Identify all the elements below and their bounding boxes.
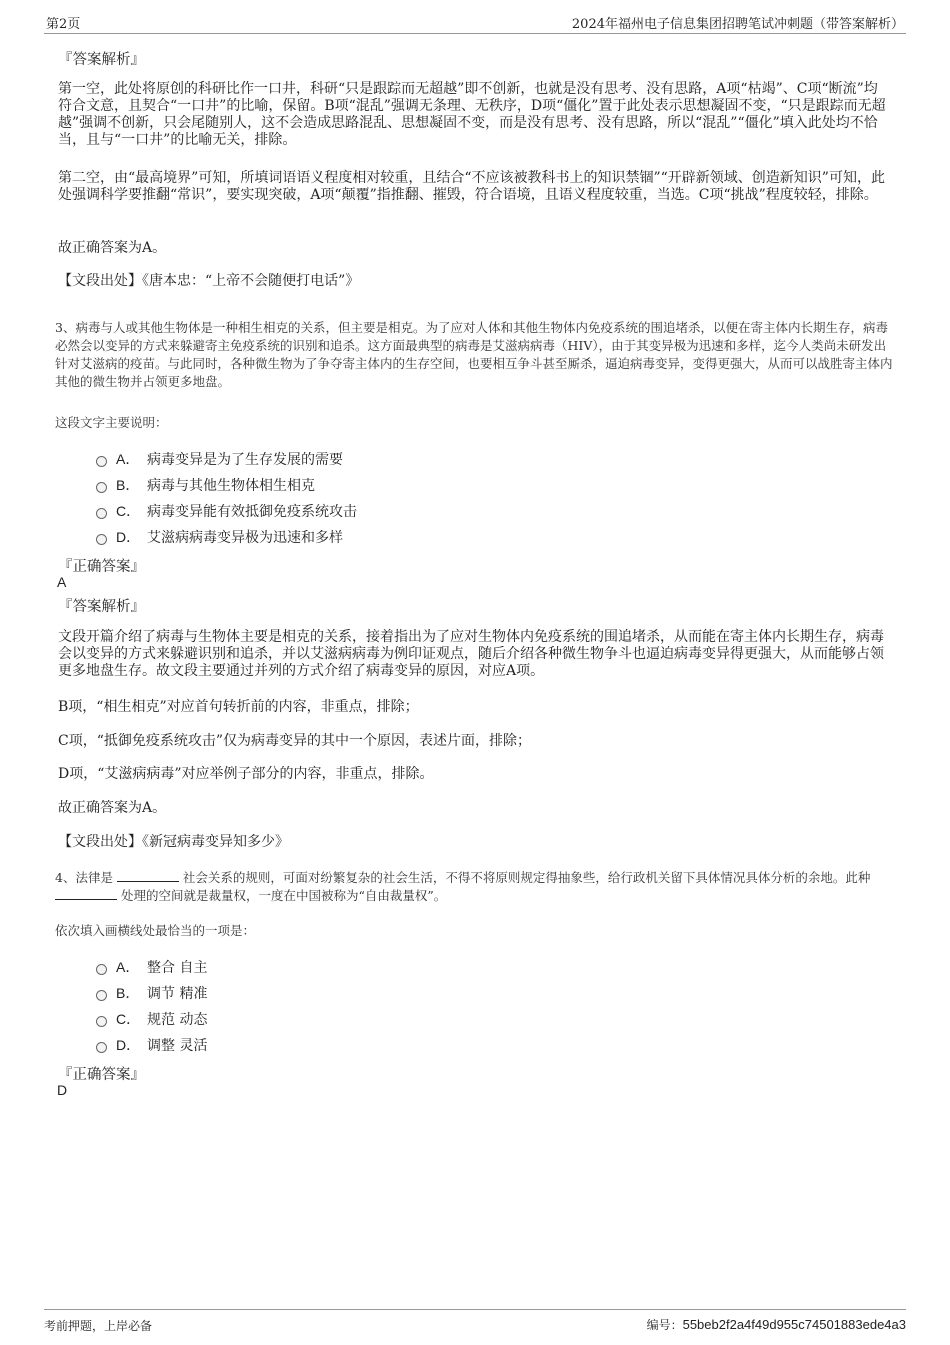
q4-prompt: 依次填入画横线处最恰当的一项是：	[55, 923, 256, 938]
radio-button[interactable]	[96, 1042, 107, 1053]
q3-correct-label: 『正确答案』	[58, 559, 145, 575]
q3-analysis-para1: 文段开篇介绍了病毒与生物体主要是相克的关系，接着指出为了应对生物体内免疫系统的围追堵杀，从而能在寄主体内长期生存，病毒会以变异的方式来躲避识别和追杀，并以艾滋病病毒为例印证观点，随后介绍各种微生物争斗也逼迫病毒变异得更强大，从而能够占领更多地盘生存。故文段主要通过并列的方式介绍了病毒变异的原因，对应A项。	[58, 629, 884, 679]
q4-option-b[interactable]: B． 调节 精准	[96, 983, 207, 1003]
q3-option-d[interactable]: D． 艾滋病病毒变异极为迅速和多样	[96, 527, 343, 547]
q3-note-c: C项，“抵御免疫系统攻击”仅为病毒变异的其中一个原因，表述片面，排除；	[58, 733, 532, 749]
radio-button[interactable]	[96, 1016, 107, 1027]
page-footer	[44, 1309, 906, 1340]
radio-button[interactable]	[96, 964, 107, 975]
radio-button[interactable]	[96, 482, 107, 493]
q2-conclusion: 故正确答案为A。	[58, 240, 167, 256]
q4-option-c[interactable]: C． 规范 动态	[96, 1009, 207, 1029]
footer-code: 编号：55beb2f2a4f49d955c74501883ede4a3	[646, 1317, 906, 1332]
q4-option-d[interactable]: D． 调整 灵活	[96, 1035, 207, 1055]
page-number: 第2页	[46, 17, 81, 32]
q4-answer: D	[57, 1082, 68, 1098]
q3-stem: 3、病毒与人或其他生物体是一种相生相克的关系，但主要是相克。为了应对人体和其他生物体内免疫系统的围追堵杀，以便在寄主体内长期生存，病毒必然会以变异的方式来躲避寄主免疫系统的识别和追杀。这方面最典型的病毒是艾滋病病毒（HIV），由于其变异极为迅速和多样，迄今人类尚未研发出针对艾滋病的疫苗。与此同时，各种微生物为了争夺寄主体内的生存空间，也要相互争斗甚至厮杀，逼迫病毒变异，变得更强大，从而可以战胜寄主体内其他的微生物并占领更多地盘。	[55, 320, 893, 389]
radio-button[interactable]	[96, 990, 107, 1001]
page-header	[44, 0, 906, 34]
document-title: 2024年福州电子信息集团招聘笔试冲刺题（带答案解析）	[571, 17, 904, 32]
fill-blank-1	[117, 869, 179, 882]
q3-prompt: 这段文字主要说明：	[55, 415, 168, 430]
radio-button[interactable]	[96, 534, 107, 545]
q3-note-d: D项，“艾滋病病毒”对应举例子部分的内容，非重点，排除。	[58, 766, 434, 782]
q3-option-c[interactable]: C． 病毒变异能有效抵御免疫系统攻击	[96, 501, 357, 521]
q2-source: 【文段出处】《唐本忠：“上帝不会随便打电话”》	[58, 273, 360, 289]
q3-answer: A	[57, 574, 67, 590]
q3-option-b[interactable]: B． 病毒与其他生物体相生相克	[96, 475, 315, 495]
q3-conclusion: 故正确答案为A。	[58, 800, 167, 816]
q3-option-a[interactable]: A． 病毒变异是为了生存发展的需要	[96, 449, 343, 469]
q3-analysis-label: 『答案解析』	[58, 599, 145, 615]
q2-analysis-para1: 第一空，此处将原创的科研比作一口井，科研“只是跟踪而无超越”即不创新，也就是没有思考、没有思路，A项“枯竭”、C项“断流”均符合文意，且契合“一口井”的比喻，保留。B项“混乱”强调无条理、无秩序，D项“僵化”置于此处表示思想凝固不变，“只是跟踪而无超越”强调不创新，只会尾随别人，这不会造成思路混乱、思想凝固不变，而是没有思考、没有思路，所以“混乱”“僵化”填入此处均不恰当，且与“一口井”的比喻无关，排除。	[58, 81, 886, 148]
radio-button[interactable]	[96, 456, 107, 467]
q4-correct-label: 『正确答案』	[58, 1067, 145, 1083]
q2-analysis-label: 『答案解析』	[58, 52, 145, 68]
q4-option-a[interactable]: A． 整合 自主	[96, 957, 207, 977]
radio-button[interactable]	[96, 508, 107, 519]
q3-note-b: B项，“相生相克”对应首句转折前的内容，非重点，排除；	[58, 699, 419, 715]
q2-analysis-para2: 第二空，由“最高境界”可知，所填词语语义程度相对较重，且结合“不应该被教科书上的知识禁锢”“开辟新领域、创造新知识”可知，此处强调科学要推翻“常识”，要实现突破，A项“颠覆”指推翻、摧毁，符合语境，且语义程度较重，当选。C项“挑战”程度较轻，排除。	[58, 170, 885, 203]
footer-slogan: 考前押题，上岸必备	[44, 1319, 153, 1333]
q4-stem: 4、法律是 社会关系的规则，可面对纷繁复杂的社会生活，不得不将原则规定得抽象些，给行政机关留下具体情况具体分析的余地。此种 处理的空间就是裁量权，一度在中国被称为“自由裁量权”。	[55, 870, 871, 903]
q3-source: 【文段出处】《新冠病毒变异知多少》	[58, 834, 289, 850]
fill-blank-2	[55, 887, 117, 900]
